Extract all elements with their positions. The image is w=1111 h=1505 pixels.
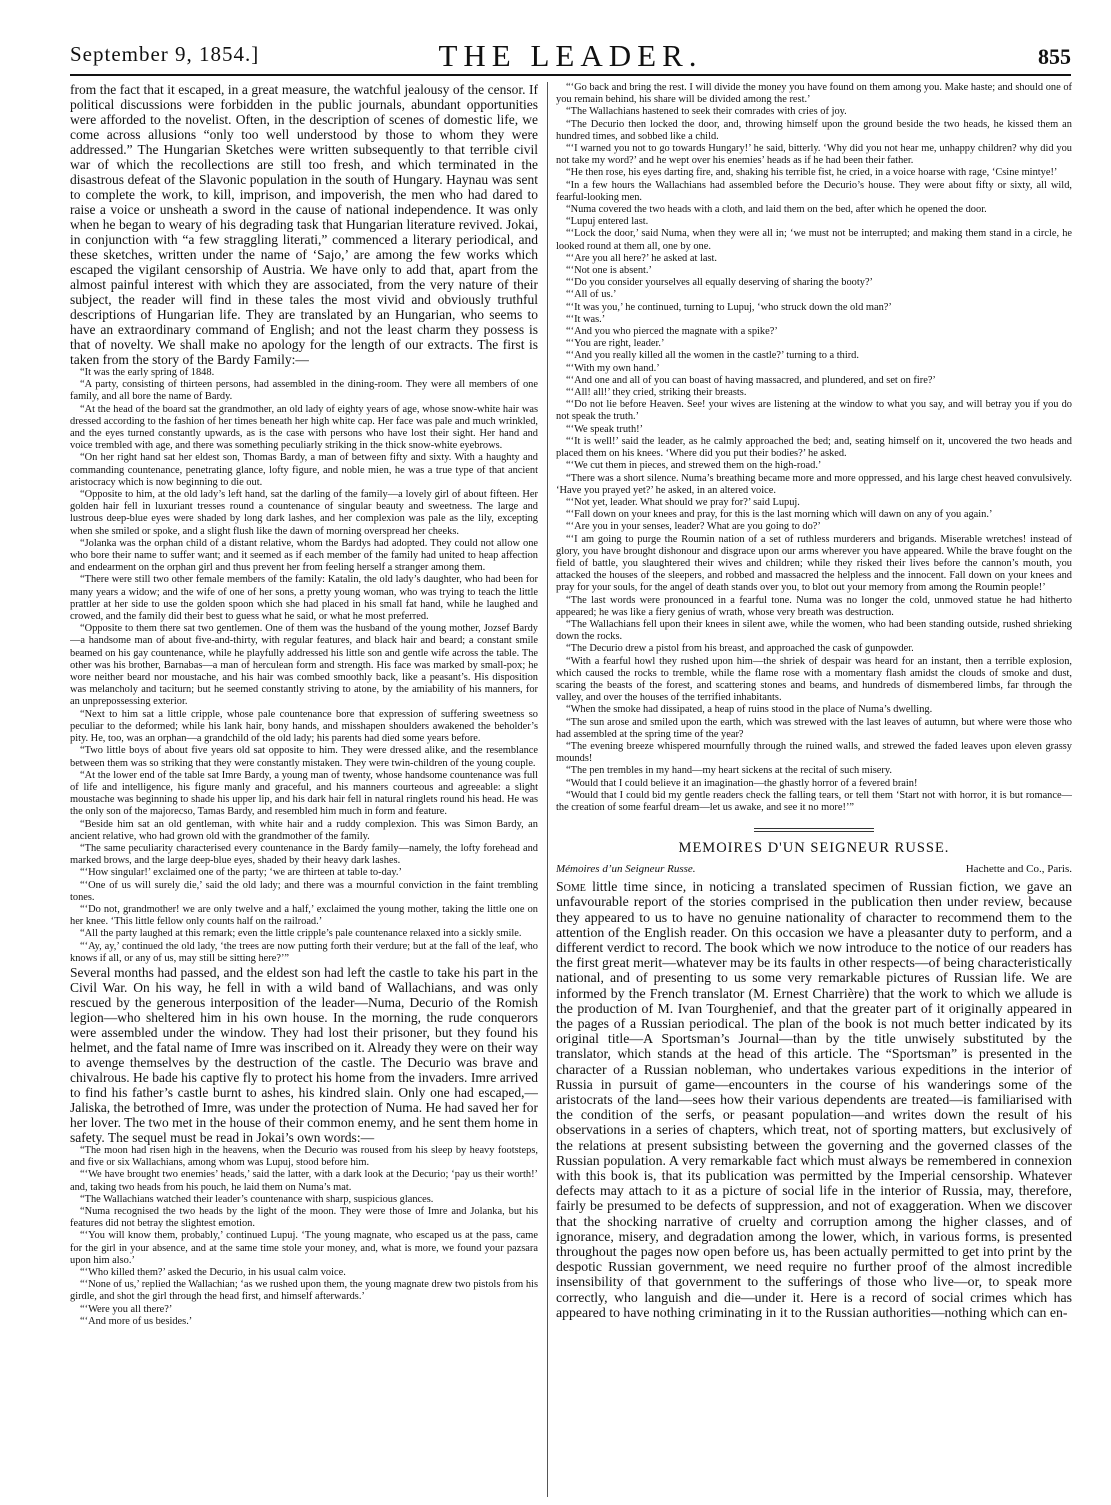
extract-paragraph: “‘Not yet, leader. What should we pray for?’ said Lupuj.: [566, 496, 800, 508]
extract-paragraph: “In a few hours the Wallachians had assembled before the Decurio’s house. They were about fifty or sixty, all wild, fearful-looking men.: [556, 179, 1072, 203]
extract-paragraph: “The last words were pronounced in a fearful tone. Numa was no longer the cold, unmoved statue he had hitherto appeared; he was like a fiery genius of wrath, whose very breath was destruction.: [556, 594, 1072, 618]
review-title: MEMOIRES D'UN SEIGNEUR RUSSE.: [678, 840, 950, 857]
extract-paragraph: “‘It was.’: [566, 313, 606, 325]
extract-paragraph: “‘None of us,’ replied the Wallachian; ‘as we rushed upon them, the young magnate drew two pistols from his girdle, and shot the girl through the head first, and himself afterwards.’: [70, 1279, 538, 1303]
extract-paragraph: “A party, consisting of thirteen persons, had assembled in the dining-room. They were all members of one family, and all bore the name of Bardy.: [70, 379, 538, 403]
extract-paragraph: “‘How singular!’ exclaimed one of the party; ‘we are thirteen at table to-day.’: [80, 867, 402, 879]
extract-paragraph: “With a fearful howl they rushed upon him—the shriek of despair was heard for an instant, then a terrible explosion, which caused the rocks to tremble, while the flame rose with a momentary flash amidst the clouds of smoke and dust, scaring the beasts of the forest, and scattering stones and beams, and hundreds of dismembered limbs, far through the valley, and over the houses of the terrified inhabitants.: [556, 655, 1072, 704]
extract-paragraph: “There were still two other female members of the family: Katalin, the old lady’s daughter, who had been for many years a widow; and the wife of one of her sons, a pretty young woman, who was trying to teach the little prattler at her side to use the golden spoon which she had placed in his small fat hand, while he laughed and crowed, and the family did their best to guess what he said, or what he most preferred.: [70, 574, 538, 623]
extract-paragraph: “‘Not one is absent.’: [566, 265, 652, 277]
extract-paragraph: “Opposite to him, at the old lady’s left hand, sat the darling of the family—a lovely girl of about fifteen. Her golden hair fell in luxuriant tresses round a countenance of singular beauty and sweetness. The large and lustrous deep-blue eyes were shaded by long dark lashes, and her complexion was pale as the lily, excepting when she smiled or spoke, and a slight flush like the dawn of morning overspread her cheeks.: [70, 489, 538, 537]
page-number: 855: [1038, 44, 1071, 69]
extract-paragraph: “Would that I could bid my gentle readers check the falling tears, or tell them ‘Start not with horror, it is but romance—the creation of some fearful dream—let us awake, and see it no more!’”: [556, 789, 1072, 813]
review-byline: [556, 863, 1072, 876]
extract-paragraph: “He then rose, his eyes darting fire, and, shaking his terrible fist, he cried, in a voice hoarse with rage, ‘Csine mintye!’: [566, 167, 1058, 179]
extract-paragraph: “The same peculiarity characterised every countenance in the Bardy family—namely, the lofty forehead and marked brows, and the large deep-blue eyes, shaded by their heavy dark lashes.: [70, 842, 538, 867]
extract-paragraph: “Opposite to them there sat two gentlemen. One of them was the husband of the young mother, Jozsef Bardy—a handsome man of about five-and-thirty, with regular features, and black hair and beard; a constant smile beamed on his gay countenance, while he playfully addressed his little son and gentle wife across the table. The other was his brother, Barnabas—a man of herculean form and strength. His face was marked by small-pox; he wore neither beard nor moustache, and his hair was combed smoothly back, like a peasant’s. His disposition was melancholy and taciturn; but he seemed constantly striving to atone, by the amiability of his manners, for an unprepossessing exterior.: [70, 623, 538, 708]
extract-paragraph: “‘All! all!’ they cried, striking their breasts.: [566, 387, 747, 399]
left-column: [70, 82, 538, 1497]
extract-paragraph: “‘We speak truth!’: [566, 423, 644, 435]
issue-date: September 9, 1854.]: [70, 42, 260, 66]
extract-paragraph: “‘Fall down on your knees and pray, for this is the last morning which will dawn on any of you again.’: [566, 509, 993, 521]
extract-paragraph: “Jolanka was the orphan child of a distant relative, whom the Bardys had adopted. They could not allow one who bore their name to suffer want; and it seemed as if each member of the family had united to heap affection and endearment on the orphan girl and thus prevent her from feeling herself a stranger among them.: [70, 537, 538, 574]
extract-paragraph: “‘It is well!’ said the leader, as he calmly approached the bed; and, seating himself on it, uncovered the two heads and placed them on his knees. ‘Where did you put their bodies?’ he asked.: [556, 435, 1072, 460]
extract-paragraph: “It was the early spring of 1848.: [80, 367, 215, 378]
extract-paragraph: “Numa covered the two heads with a cloth, and laid them on the bed, after which he opened the door.: [566, 204, 987, 216]
extract-paragraph: “‘It was you,’ he continued, turning to Lupuj, ‘who struck down the old man?’: [566, 301, 892, 313]
extract-paragraph: “‘Do you consider yourselves all equally deserving of sharing the booty?’: [566, 277, 874, 289]
extract-paragraph: “At the lower end of the table sat Imre Bardy, a young man of twenty, whose handsome countenance was full of life and intelligence, his figure manly and graceful, and his manners courteous and agreeable: a slight moustache was beginning to shade his upper lip, and his dark hair fell in natural ringlets round his head. He was the only son of the majorecso, Tamas Bardy, and resembled him much in form and feature.: [70, 769, 538, 818]
extract-paragraph: “All the party laughed at this remark; even the little cripple’s pale countenance relaxed into a sickly smile.: [80, 928, 522, 940]
sequel-extract-continued: [556, 82, 1072, 814]
extract-paragraph: “Next to him sat a little cripple, whose pale countenance bore that expression of suffering sweetness so peculiar to the deformed; while his lank hair, bony hands, and misshapen shoulders awakened the beholder’s pity. He, too, was an orphan—a grandchild of the old lady; his parents had died some years before.: [70, 708, 538, 745]
extract-paragraph: “The sun arose and smiled upon the earth, which was strewed with the last leaves of autumn, but where were those who had assembled at the spring time of the year?: [556, 716, 1072, 740]
extract-paragraph: “‘One of us will surely die,’ said the old lady; and there was a mournful conviction in the faint trembling tones.: [70, 879, 538, 903]
extract-paragraph: “‘You are right, leader.’: [566, 338, 665, 350]
extract-paragraph: “At the head of the board sat the grandmother, an old lady of eighty years of age, whose snow-white hair was dressed according to the fashion of her times beneath her high white cap. Her face was pale and much wrinkled, and the eyes turned constantly upwards, as is the case with persons who have lost their sight. Her hand and voice trembled with age, and there was something peculiarly striking in the thick snow-white eyebrows.: [70, 403, 538, 452]
extract-paragraph: “‘Lock the door,’ said Numa, when they were all in; ‘we must not be interrupted; and making them stand in a circle, he looked round at them all, one by one.: [556, 228, 1072, 252]
extract-paragraph: “The Decurio then locked the door, and, throwing himself upon the ground beside the two heads, he kissed them an hundred times, and sobbed like a child.: [556, 118, 1072, 142]
bardy-family-extract: [70, 367, 538, 965]
review-opening-word: Some: [556, 879, 586, 895]
extract-paragraph: “‘Do not, grandmother! we are only twelve and a half,’ exclaimed the young mother, taking the little one on her knee. ‘This little fellow only counts half on the railroad.’: [70, 903, 538, 928]
narrative-paragraph: Several months had passed, and the eldest son had left the castle to take his part in the Civil War. On his way, he fell in with a wild band of Wallachians, and was only rescued by the generous interposition of the leader—Numa, Decurio of the Romish legion—who sheltered him in his own house. In the morning, the rude conquerors were assembled under the window. They had lost their prisoner, but they found his helmet, and the fatal name of Imre was inscribed on it. Already they were on their way to avenge themselves by the destruction of the castle. The Decurio was brave and chivalrous. He bade his captive fly to protect his home from the invaders. Imre arrived to find his father’s castle burnt to ashes, his kindred slain. Only one had escaped,—Jaliska, the betrothed of Imre, was under the protection of Numa. He had saved her for her lover. The two met in the house of their common enemy, and he sent them home in safety. The sequel must be read in Jokai’s own words:—: [70, 964, 538, 1145]
extract-paragraph: “‘Who killed them?’ asked the Decurio, in his usual calm voice.: [80, 1266, 346, 1278]
masthead-rule: [70, 74, 1071, 76]
extract-paragraph: “‘You will know them, probably,’ continued Lupuj. ‘The young magnate, who escaped us at the pass, came for the girl in your absence, and at the same time stole your money, and, what is more, we found your pazsara upon him also.’: [70, 1230, 538, 1266]
intro-paragraph: from the fact that it escaped, in a great measure, the watchful jealousy of the censor. If political discussions were forbidden in the public journals, abundant opportunities were afforded to the novelist. Often, in the description of scenes of domestic life, we come across allusions “only too well understood by those to whom they were addressed.” The Hungarian Sketches were written subsequently to that terrible civil war of which the recollections are still too fresh, and which terminated in the disastrous defeat of the Slavonic population in the south of Hungary. Haynau was sent to complete the work, to kill, imprison, and impoverish, the men who had dared to raise a voice or unsheath a sword in the cause of national independence. It was only when he began to weary of his degrading task that Hungarian literature revived. Jokai, in conjunction with “a few straggling literati,” commenced a literary periodical, and these sketches, written under the name of ‘Sajo,’ are among the few works which escaped the vigilant censorship of Austria. We have only to add that, apart from the almost painful interest with which they are associated, from the very nature of their subject, the reader will find in these tales the most vivid and obviously truthful descriptions of Hungarian life. They are translated by an Hungarian, who seems to have an extraordinary command of English; and not the least charm they possess is that of novelty. We shall make no apology for the length of our extracts. The first is taken from the story of the Bardy Family:—: [70, 82, 538, 367]
review-work-title: Mémoires d’un Seigneur Russe.: [556, 863, 696, 876]
extract-paragraph: “‘I warned you not to go towards Hungary!’ he said, bitterly. ‘Why did you not hear me, unhappy children? why did you not take my word?’ and he wept over his enemies’ heads as if he had been their father.: [556, 143, 1072, 167]
newspaper-title: THE LEADER.: [438, 38, 703, 73]
extract-paragraph: “Two little boys of about five years old sat opposite to him. They were dressed alike, and the resemblance between them was so striking that they were constantly mistaken. They were twin-children of the young couple.: [70, 745, 538, 769]
extract-paragraph: “‘And you who pierced the magnate with a spike?’: [566, 326, 778, 338]
review-body-text: little time since, in noticing a translated specimen of Russian fiction, we gave an unfavourable report of the stories comprised in the publication then under review, because they appeared to us to have no genuine nationality of character to recommend them to the attention of the English reader. On this occasion we have a pleasanter duty to perform, and a different verdict to record. The book which we now introduce to the notice of our readers has the first great merit—whatever may be its faults in other respects—of being characteristically national, and of presenting to us some very remarkable pictures of Russian life. We are informed by the French translator (M. Ernest Charrière) that the work to which we allude is the production of M. Ivan Tourghenief, and that the greater part of it originally appeared in the pages of a Russian periodical. The plan of the book is not much better indicated by its original title—A Sportsman’s Journal—than by the title unwisely substituted by the translator, which stands at the head of this article. The “Sportsman” is presented in the character of a Russian nobleman, who undertakes various expeditions in the interior of Russia in pursuit of game—encounters in the course of his wanderings some of the aristocrats of the land—sees how their various dependents are treated—is familiarised with the condition of the serfs, or peasant population—and writes down the result of his observations in a series of chapters, which treat, not of sporting matters, but exclusively of the relations at present subsisting between the governing and the governed classes of the Russian population. A very remarkable fact which must always be remembered in connexion with this book is, that its publication was permitted by the Imperial censorship. Whatever defects may attach to it as a picture of social life in the interior of Russia, may, therefore, fairly be presumed to be defects of suppression, and not of exaggeration. When we discover that the shocking narrative of cruelty and corruption among the higher classes, and of ignorance, misery, and degradation among the lower, which, in various forms, is presented throughout the pages now open before us, has been actually permitted to get into print by the despotic Russian government, we need require no further proof of the almost incredible insensibility of that government to the sufferings of those who live—or, to speak more correctly, who languish and die—under it. Here is a record of social crimes which has appeared to have nothing criminating in it to the Russian authorities—nothing which can en-: [556, 879, 1072, 1320]
extract-paragraph: “The pen trembles in my hand—my heart sickens at the recital of such misery.: [566, 765, 892, 777]
extract-paragraph: “The Wallachians watched their leader’s countenance with sharp, suspicious glances.: [80, 1193, 434, 1205]
extract-paragraph: “‘Were you all there?’: [80, 1303, 173, 1315]
extract-paragraph: “‘We cut them in pieces, and strewed them on the high-road.’: [566, 460, 822, 472]
extract-paragraph: “The Decurio drew a pistol from his breast, and approached the cask of gunpowder.: [566, 643, 914, 655]
right-column: [556, 82, 1072, 1497]
extract-paragraph: “‘And more of us besides.’: [80, 1315, 193, 1327]
extract-paragraph: “Would that I could believe it an imagination—the ghastly horror of a fevered brain!: [566, 777, 918, 789]
masthead: [70, 36, 1071, 72]
extract-paragraph: “On her right hand sat her eldest son, Thomas Bardy, a man of between fifty and sixty. With a haughty and commanding countenance, penetrating glance, lofty figure, and noble mien, he was a true type of that ancient aristocracy which is now beginning to die out.: [70, 452, 538, 488]
extract-paragraph: “‘I am going to purge the Roumin nation of a set of ruthless murderers and brigands. Miserable wretches! instead of glory, you have brought dishonour and disgrace upon our arms wherever you have appeared. While the brave fought on the field of battle, you slaughtered their wives and children; while they risked their lives before the cannon’s mouth, you attacked the houses of the sleepers, and robbed and massacred the helpless and the innocent. Fall down on your knees and pray for your souls, for the angel of death stands over you, to blot out your memory from among the Roumin people!’: [556, 533, 1072, 594]
review-body: [556, 879, 1072, 1320]
sequel-extract: [70, 1145, 538, 1328]
extract-paragraph: “‘Are you in your senses, leader? What are you going to do?’: [566, 521, 821, 533]
extract-paragraph: “The moon had risen high in the heavens, when the Decurio was roused from his sleep by heavy footsteps, and five or six Wallachians, among whom was Lupuj, stood before him.: [70, 1144, 538, 1169]
extract-paragraph: “The Wallachians fell upon their knees in silent awe, while the women, who had been standing outside, rushed shrieking down the rocks.: [556, 618, 1072, 643]
extract-paragraph: “The Wallachians hastened to seek their comrades with cries of joy.: [566, 106, 847, 118]
extract-paragraph: “Numa recognised the two heads by the light of the moon. They were those of Imre and Jolanka, but his features did not betray the slightest emotion.: [70, 1205, 538, 1230]
section-rule: [754, 828, 874, 832]
extract-paragraph: “‘With my own hand.’: [566, 362, 660, 374]
extract-paragraph: “Beside him sat an old gentleman, with white hair and a ruddy complexion. This was Simon Bardy, an ancient relative, who had grown old with the grandmother of the family.: [70, 818, 538, 842]
extract-paragraph: “There was a short silence. Numa’s breathing became more and more oppressed, and his large chest heaved convulsively. ‘Have you prayed yet?’ he asked, in an altered voice.: [556, 472, 1072, 496]
extract-paragraph: “‘Do not lie before Heaven. See! your wives are listening at the window to what you say, and will betray you if you do not speak the truth.’: [556, 399, 1072, 423]
extract-paragraph: “‘Go back and bring the rest. I will divide the money you have found on them among you. Make haste; and should one of you remain behind, his share will be divided among the rest.’: [556, 82, 1072, 106]
extract-paragraph: “‘All of us.’: [566, 289, 617, 301]
extract-paragraph: “‘Are you all here?’ he asked at last.: [566, 252, 717, 264]
review-publisher: Hachette and Co., Paris.: [965, 863, 1072, 876]
extract-paragraph: “‘And you really killed all the women in the castle?’ turning to a third.: [566, 350, 859, 362]
extract-paragraph: “‘And one and all of you can boast of having massacred, and plundered, and set on fire?’: [566, 374, 936, 386]
column-divider: [547, 82, 548, 1497]
extract-paragraph: “When the smoke had dissipated, a heap of ruins stood in the place of Numa’s dwelling.: [566, 704, 933, 716]
extract-paragraph: “‘Ay, ay,’ continued the old lady, ‘the trees are now putting forth their verdure; but at the fall of the leaf, who knows if all, or any of us, may still be sitting here?’”: [70, 940, 538, 964]
extract-paragraph: “The evening breeze whispered mournfully through the ruined walls, and strewed the faded leaves upon eleven grassy mounds!: [556, 740, 1072, 765]
extract-paragraph: “Lupuj entered last.: [566, 216, 649, 228]
extract-paragraph: “‘We have brought two enemies’ heads,’ said the latter, with a dark look at the Decurio; ‘pay us their worth!’ and, taking two heads from his pouch, he laid them on Numa’s mat.: [70, 1169, 538, 1193]
